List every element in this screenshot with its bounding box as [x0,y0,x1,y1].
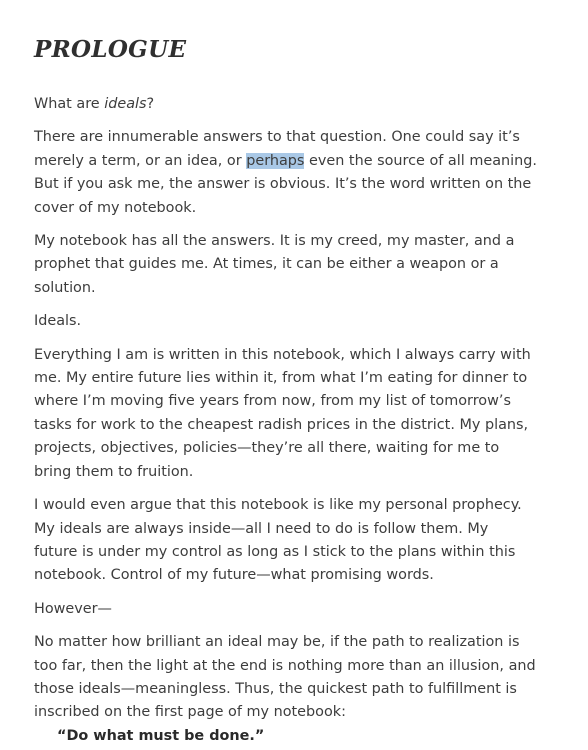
paragraph-line: future is under my control as long as I stick to the plans within this [34,543,516,560]
paragraph-8 [34,631,554,725]
paragraph-line: too far, then the light at the end is nothing more than an illusion, and [34,657,536,674]
paragraph-line: inscribed on the first page of my notebook: [34,704,346,721]
paragraph-line: notebook. Control of my future—what promising words. [34,567,434,584]
paragraph-5 [34,344,554,484]
paragraph-line: those ideals—meaningless. Thus, the quickest path to fulfillment is [34,680,517,697]
paragraph-line [34,150,554,173]
paragraph-line: prophet that guides me. At times, it can be either a weapon or a [34,256,499,273]
paragraph-line: bring them to fruition. [34,463,194,480]
paragraph-1 [34,93,554,116]
paragraph-line: I would even argue that this notebook is like my personal prophecy. [34,497,522,514]
prologue-body [34,93,554,735]
italic-word: ideals [104,96,147,112]
paragraph-line: No matter how brilliant an ideal may be, if the path to realization is [34,634,520,651]
paragraph-3 [34,230,554,300]
paragraph-line: My notebook has all the answers. It is my creed, my master, and a [34,233,515,250]
text-run: ? [146,96,155,112]
paragraph-line: tasks for work to the cheapest radish prices in the district. My plans, [34,416,529,433]
paragraph-line: However— [34,600,112,617]
paragraph-line [34,93,554,116]
paragraph-line: where I’m moving five years from now, from my list of tomorrow’s [34,393,511,410]
text-run: merely a term, or an idea, or [34,152,247,169]
text-run: What are [34,96,105,112]
selected-text[interactable]: perhaps [246,152,305,169]
paragraph-7 [34,598,554,621]
paragraph-2 [34,126,554,220]
paragraph-6 [34,494,554,588]
paragraph-4 [34,310,554,333]
text-run: even the source of all meaning. [304,152,537,169]
paragraph-line: My ideals are always inside—all I need to do is follow them. My [34,520,489,537]
motto-quote: “Do what must be done.” [57,728,265,744]
chapter-heading: PROLOGUE [34,36,187,63]
paragraph-line: cover of my notebook. [34,199,197,216]
paragraph-line: solution. [34,279,96,296]
paragraph-line: There are innumerable answers to that question. One could say it’s [34,129,520,146]
paragraph-line: Everything I am is written in this notebook, which I always carry with [34,346,531,363]
paragraph-line: projects, objectives, policies—they’re all there, waiting for me to [34,440,500,457]
paragraph-line: Ideals. [34,313,82,330]
paragraph-line: But if you ask me, the answer is obvious. It’s the word written on the [34,176,532,193]
paragraph-line: me. My entire future lies within it, from what I’m eating for dinner to [34,370,528,387]
